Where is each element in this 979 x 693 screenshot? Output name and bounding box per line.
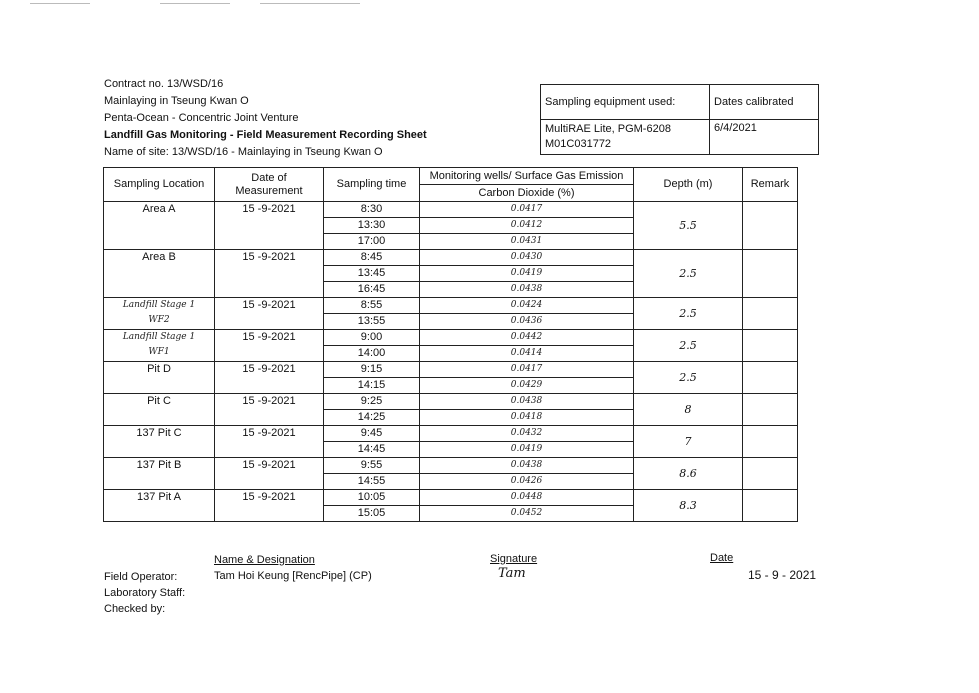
- depth-value: 8: [634, 394, 743, 426]
- co2-value: 0.0412: [420, 218, 634, 234]
- remark-cell: [743, 458, 798, 490]
- sampling-time: 9:00: [324, 330, 420, 346]
- measurement-date: 15 -9-2021: [215, 298, 324, 330]
- co2-value: 0.0419: [420, 442, 634, 458]
- location-cell: [104, 330, 215, 362]
- equipment-model: MultiRAE Lite, PGM-6208: [545, 123, 671, 135]
- depth-value: 5.5: [634, 202, 743, 250]
- sampling-time: 15:05: [324, 506, 420, 522]
- header-time: Sampling time: [324, 168, 420, 202]
- sampling-time: 9:25: [324, 394, 420, 410]
- scan-mark: [160, 3, 230, 4]
- depth-value: 7: [634, 426, 743, 458]
- location-cell: [104, 458, 215, 490]
- measurement-date: 15 -9-2021: [215, 330, 324, 362]
- table-row: [104, 394, 798, 410]
- table-body: [104, 202, 798, 522]
- sampling-time: 8:45: [324, 250, 420, 266]
- location-cell: [104, 298, 215, 330]
- location-name: Pit C: [147, 395, 171, 407]
- co2-value: 0.0419: [420, 266, 634, 282]
- location-name: Pit D: [147, 363, 171, 375]
- location-name: 137 Pit A: [136, 491, 182, 503]
- sampling-time: 13:30: [324, 218, 420, 234]
- contractor-name: Penta-Ocean - Concentric Joint Venture: [104, 112, 299, 124]
- depth-value: 2.5: [634, 250, 743, 298]
- contract-number: Contract no. 13/WSD/16: [104, 78, 224, 90]
- sampling-time: 13:55: [324, 314, 420, 330]
- equipment-value: [541, 120, 710, 155]
- measurement-table: [103, 167, 798, 522]
- sheet-title: Landfill Gas Monitoring - Field Measurement Recording Sheet: [104, 129, 427, 141]
- measurement-date: 15 -9-2021: [215, 394, 324, 426]
- location-name: Landfill Stage 1: [122, 300, 196, 310]
- sampling-time: 14:55: [324, 474, 420, 490]
- scan-mark: [260, 3, 360, 4]
- table-row: [104, 490, 798, 506]
- depth-value: 2.5: [634, 362, 743, 394]
- header-row: [104, 168, 798, 185]
- document-header: [104, 76, 427, 161]
- sign-date: 15 - 9 - 2021: [748, 568, 817, 582]
- location-name: Area A: [142, 203, 176, 215]
- sampling-time: 14:25: [324, 410, 420, 426]
- co2-value: 0.0436: [420, 314, 634, 330]
- co2-value: 0.0424: [420, 298, 634, 314]
- location-cell: [104, 394, 215, 426]
- header-gas: Monitoring wells/ Surface Gas Emission: [420, 168, 634, 185]
- header-location: Sampling Location: [104, 168, 215, 202]
- site-name: Name of site: 13/WSD/16 - Mainlaying in Tseung Kwan O: [104, 146, 383, 158]
- depth-value: 8.6: [634, 458, 743, 490]
- measurement-date: 15 -9-2021: [215, 202, 324, 250]
- scan-mark: [30, 3, 90, 4]
- sampling-time: 8:55: [324, 298, 420, 314]
- co2-value: 0.0417: [420, 202, 634, 218]
- location-cell: [104, 202, 215, 250]
- sampling-time: 14:15: [324, 378, 420, 394]
- location-cell: [104, 490, 215, 522]
- operator-name: Tam Hoi Keung [RencPipe] (CP): [214, 570, 372, 582]
- sampling-time: 16:45: [324, 282, 420, 298]
- remark-cell: [743, 362, 798, 394]
- co2-value: 0.0438: [420, 394, 634, 410]
- checked-by-label: Checked by:: [104, 603, 166, 615]
- co2-value: 0.0438: [420, 282, 634, 298]
- field-operator-label: Field Operator:: [104, 571, 178, 583]
- measurement-date: 15 -9-2021: [215, 362, 324, 394]
- table-row: [104, 426, 798, 442]
- signature-heading: Signature: [490, 553, 538, 565]
- co2-value: 0.0442: [420, 330, 634, 346]
- sampling-time: 9:55: [324, 458, 420, 474]
- co2-value: 0.0430: [420, 250, 634, 266]
- operator-signature: Tam: [498, 566, 526, 581]
- header-date: Date of Measurement: [215, 168, 324, 202]
- co2-value: 0.0452: [420, 506, 634, 522]
- location-subname: WF2: [148, 315, 170, 325]
- remark-cell: [743, 394, 798, 426]
- sampling-time: 10:05: [324, 490, 420, 506]
- sampling-time: 17:00: [324, 234, 420, 250]
- sampling-time: 9:15: [324, 362, 420, 378]
- sampling-time: 14:45: [324, 442, 420, 458]
- co2-value: 0.0414: [420, 346, 634, 362]
- table-row: [104, 202, 798, 218]
- table-row: [104, 330, 798, 346]
- sampling-time: 13:45: [324, 266, 420, 282]
- co2-value: 0.0426: [420, 474, 634, 490]
- location-name: 137 Pit C: [136, 427, 182, 439]
- location-cell: [104, 250, 215, 298]
- date-heading: Date: [710, 552, 734, 564]
- depth-value: 2.5: [634, 298, 743, 330]
- location-name: Landfill Stage 1: [122, 332, 196, 342]
- equipment-serial: M01C031772: [545, 138, 612, 150]
- location-subname: WF1: [148, 347, 170, 357]
- depth-value: 8.3: [634, 490, 743, 522]
- table-row: [104, 362, 798, 378]
- measurement-date: 15 -9-2021: [215, 250, 324, 298]
- co2-value: 0.0438: [420, 458, 634, 474]
- measurement-date: 15 -9-2021: [215, 426, 324, 458]
- location-cell: [104, 426, 215, 458]
- co2-value: 0.0418: [420, 410, 634, 426]
- name-designation-heading: Name & Designation: [214, 554, 315, 566]
- sampling-time: 14:00: [324, 346, 420, 362]
- remark-cell: [743, 298, 798, 330]
- remark-cell: [743, 490, 798, 522]
- header-depth: Depth (m): [634, 168, 743, 202]
- measurement-date: 15 -9-2021: [215, 490, 324, 522]
- header-remark: Remark: [743, 168, 798, 202]
- co2-value: 0.0417: [420, 362, 634, 378]
- remark-cell: [743, 330, 798, 362]
- table-row: [104, 250, 798, 266]
- sampling-time: 9:45: [324, 426, 420, 442]
- table-row: [104, 458, 798, 474]
- equipment-heading: Sampling equipment used:: [541, 85, 710, 120]
- co2-value: 0.0429: [420, 378, 634, 394]
- remark-cell: [743, 202, 798, 250]
- co2-value: 0.0448: [420, 490, 634, 506]
- depth-value: 2.5: [634, 330, 743, 362]
- remark-cell: [743, 426, 798, 458]
- header-co2: Carbon Dioxide (%): [420, 185, 634, 202]
- dates-calibrated-heading: Dates calibrated: [710, 85, 819, 120]
- calibration-date: 6/4/2021: [710, 120, 819, 155]
- lab-staff-label: Laboratory Staff:: [104, 587, 186, 599]
- location-cell: [104, 362, 215, 394]
- remark-cell: [743, 250, 798, 298]
- co2-value: 0.0432: [420, 426, 634, 442]
- table-row: [104, 298, 798, 314]
- measurement-date: 15 -9-2021: [215, 458, 324, 490]
- location-name: 137 Pit B: [136, 459, 182, 471]
- location-name: Area B: [142, 251, 176, 263]
- equipment-table: [540, 84, 819, 155]
- project-name: Mainlaying in Tseung Kwan O: [104, 95, 249, 107]
- sampling-time: 8:30: [324, 202, 420, 218]
- co2-value: 0.0431: [420, 234, 634, 250]
